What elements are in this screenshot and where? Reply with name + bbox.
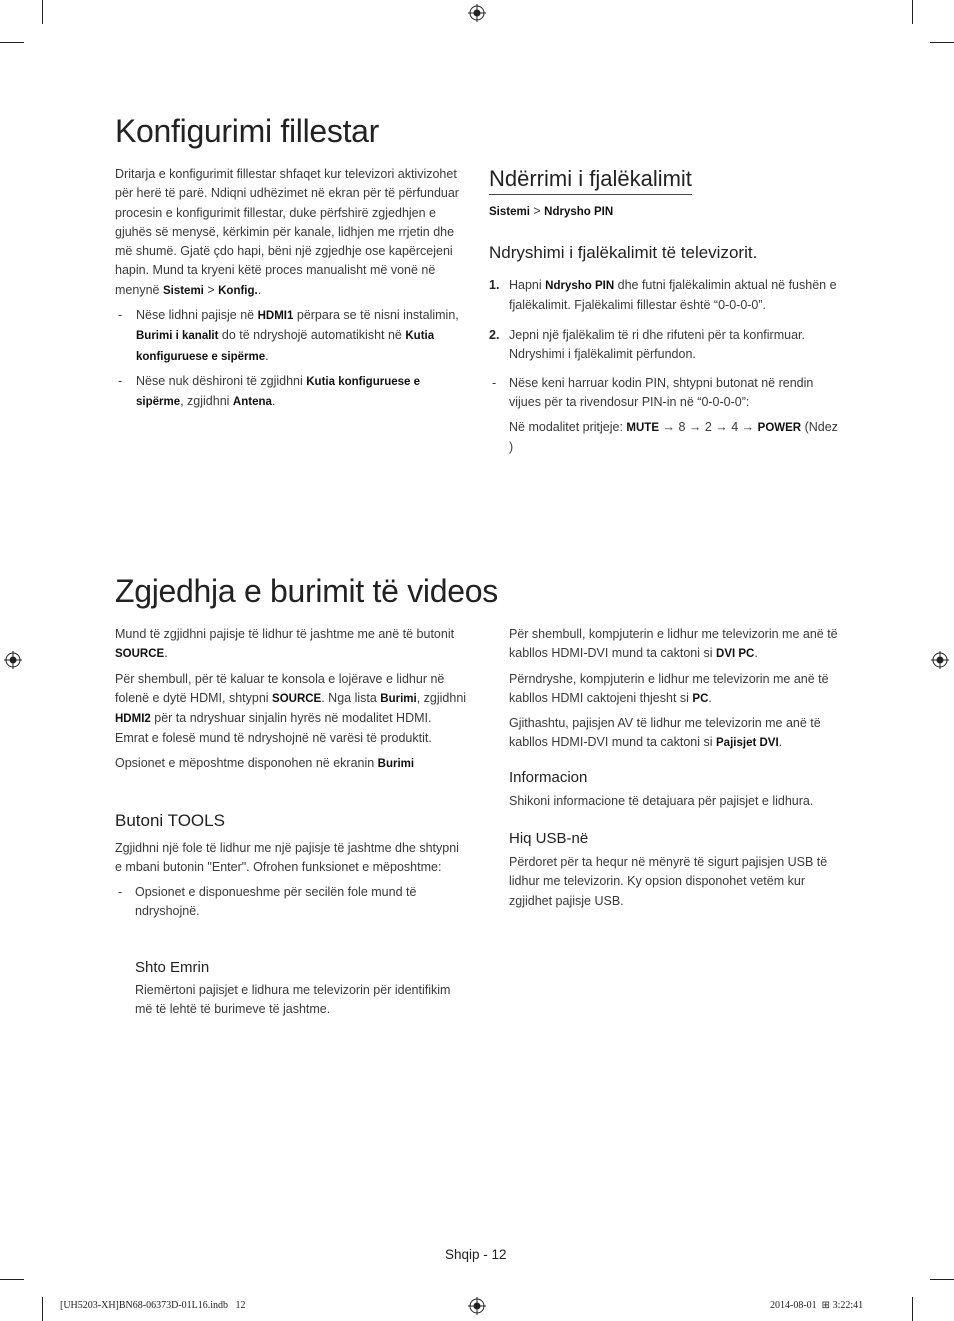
list-item: - Nëse nuk dëshironi të zgjidhni Kutia konfiguruese e sipërme, zgjidhni Antena. [118, 373, 420, 409]
paragraph: Për shembull, kompjuterin e lidhur me televizorin me anë të kabllos HDMI-DVI mund ta caktoni si DVI PC. [509, 627, 838, 661]
registration-mark-icon [4, 651, 22, 669]
initial-setup-body [115, 165, 467, 418]
crop-mark [42, 0, 43, 24]
paragraph: Gjithashtu, pajisjen AV të lidhur me televizorin me anë të kabllos HDMI-DVI mund ta caktoni si Pajisjet DVI. [509, 716, 821, 750]
option-title-information: Informacion [509, 769, 588, 786]
list-item: 2. Jepni një fjalëkalim të ri dhe rifuteni për ta konfirmuar. Ndryshimi i fjalëkalimit përfundon. [489, 327, 805, 361]
registration-mark-icon [468, 1297, 486, 1315]
paragraph: Zgjidhni një fole të lidhur me një pajisje të jashtme dhe shtypni e mbani butonin "Enter". Ofrohen funksionet e mëposhtme: [115, 841, 459, 875]
crop-mark [930, 1279, 954, 1280]
page-number: Shqip - 12 [445, 1247, 507, 1262]
paragraph: Mund të zgjidhni pajisje të lidhur të jashtme me anë të butonit SOURCE. [115, 627, 455, 661]
crop-mark [0, 1279, 24, 1280]
option-title-remove-usb: Hiq USB-në [509, 830, 589, 847]
crop-mark [930, 42, 954, 43]
section-title-change-password: Ndërrimi i fjalëkalimit [489, 166, 692, 195]
option-title-rename: Shto Emrin [135, 959, 210, 976]
section-title-initial-setup: Konfigurimi fillestar [115, 113, 380, 149]
change-password-steps [489, 276, 841, 457]
tools-body [115, 839, 467, 926]
print-slug-date: 2014-08-01 ⊞ 3:22:41 [770, 1300, 864, 1311]
subsection-title-tools-button: Butoni TOOLS [115, 811, 225, 830]
option-text-remove-usb: Përdoret për ta hequr në mënyrë të sigurt pajisjen USB të lidhur me televizorin. Ky opsion disponohet vetëm kur zgjidhet pajisje USB. [509, 855, 828, 908]
print-slug-file: [UH5203-XH]BN68-06373D-01L16.indb 12 [60, 1300, 246, 1311]
subsection-title-change-tv-password: Ndryshimi i fjalëkalimit të televizorit. [489, 243, 758, 262]
section-title-video-source: Zgjedhja e burimit të videos [115, 573, 498, 609]
menu-path: Sistemi > Ndrysho PIN [489, 204, 614, 218]
list-item: 1. Hapni Ndrysho PIN dhe futni fjalëkalimin aktual në fushën e fjalëkalimit. Fjalëkalimi fillestar është “0-0-0-0”. [489, 278, 837, 313]
crop-mark [912, 0, 913, 24]
paragraph: Përndryshe, kompjuterin e lidhur me televizorin me anë të kabllos HDMI caktojeni thjesht si PC. [509, 671, 829, 705]
paragraph: Opsionet e mëposhtme disponohen në ekranin Burimi [115, 755, 415, 770]
option-text-rename: Riemërtoni pajisjet e lidhura me televizorin për identifikim më të lehtë të burimeve të jashtme. [135, 983, 451, 1017]
crop-mark [912, 1297, 913, 1321]
crop-mark [42, 1297, 43, 1321]
list-item: - Nëse keni harruar kodin PIN, shtypni butonat në rendin vijues për ta rivendosur PIN-in në “0-0-0-0”: [492, 376, 814, 410]
list-item: - Nëse lidhni pajisje në HDMI1 përpara se të nisni instalimin, Burimi i kanalit do të ndryshojë automatikisht në Kutia konfiguruese e sipërme. [118, 308, 459, 363]
initial-setup-intro: Dritarja e konfigurimit fillestar shfaqet kur televizori aktivizohet për herë të parë. Ndiqni udhëzimet në ekran për të përfunduar procesin e konfigurimit fillestar, duke përfshirë zgjedhjen e gjuhës së menysë, kërkimin për kanale, lidhjen me rrjetin dhe më shumë. Gjatë çdo hapi, bëni një zgjedhje ose kapërcejeni hapin. Mund ta kryeni këtë proces manualisht më vonë në menynë Sistemi > Konfig.. [115, 167, 459, 297]
crop-mark [0, 42, 24, 43]
list-item: - Opsionet e disponueshme për secilën fole mund të ndryshojnë. [118, 884, 417, 918]
paragraph: Për shembull, për të kaluar te konsola e lojërave e lidhur në folenë e dytë HDMI, shtypni SOURCE. Nga lista Burimi, zgjidhni HDMI2 për ta ndryshuar sinjalin hyrës në modalitet HDMI. Emrat e folesë mund të ndryshojnë në varësi të produktit. [115, 671, 467, 746]
video-source-right-column [509, 625, 849, 759]
option-text-information: Shikoni informacione të detajuara për pajisjet e lidhura. [509, 794, 814, 808]
registration-mark-icon [931, 651, 949, 669]
reset-sequence: Në modalitet pritjeje: MUTE → 8 → 2 → 4 → POWER (Ndez ) [509, 419, 838, 455]
video-source-left-column [115, 625, 467, 779]
registration-mark-icon [468, 4, 486, 22]
